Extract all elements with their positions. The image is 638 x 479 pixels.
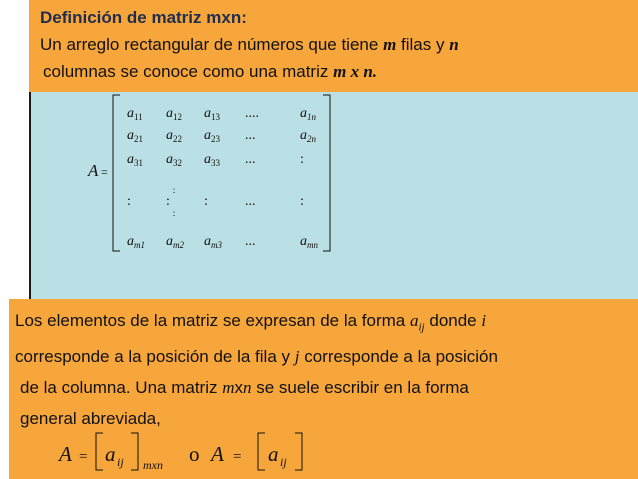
matrix-entry-base: .... bbox=[245, 106, 259, 121]
formula-element-1: a bbox=[105, 442, 116, 466]
explanation-line-3-text: de la columna. Una matriz bbox=[20, 378, 218, 397]
column-index-symbol: j bbox=[294, 347, 300, 366]
matrix-entry-1-4 bbox=[245, 106, 259, 121]
definition-title: Definición de matriz mxn: bbox=[40, 8, 247, 27]
matrix-entry-base: a bbox=[204, 106, 211, 121]
matrix-entry-5-5 bbox=[300, 234, 318, 250]
abbreviated-formula bbox=[0, 420, 638, 475]
matrix-entry-subscript: 13 bbox=[211, 112, 220, 122]
matrix-entry-base: ... bbox=[245, 234, 256, 249]
matrix-cells bbox=[127, 106, 318, 250]
matrix-entry-5-1 bbox=[127, 234, 145, 250]
matrix-entry-2-1 bbox=[127, 128, 143, 144]
matrix-entry-subscript: 12 bbox=[173, 112, 182, 122]
formula-element-1-subscript: ij bbox=[117, 455, 124, 469]
matrix-entry-5-2 bbox=[166, 234, 184, 250]
matrix-entry-4-3 bbox=[204, 194, 208, 209]
explanation-line-3 bbox=[20, 378, 469, 398]
matrix-entry-subscript: 1n bbox=[307, 112, 316, 122]
matrix-entry-base: : bbox=[204, 194, 208, 209]
explanation-line-4: general abreviada, bbox=[20, 409, 161, 428]
matrix-entry-2-2 bbox=[166, 128, 182, 144]
matrix-entry-base: a bbox=[166, 106, 173, 121]
explanation-line-3-rest: se suele escribir en la forma bbox=[256, 378, 469, 397]
matrix-entry-2-5 bbox=[300, 128, 317, 144]
definition-line-1-mid: filas y bbox=[401, 35, 445, 54]
left-bracket bbox=[113, 95, 120, 251]
formula-element-2: a bbox=[268, 442, 279, 466]
matrix-entry-base: : bbox=[300, 152, 304, 167]
dimension-m: m bbox=[222, 378, 235, 397]
row-index-symbol: i bbox=[481, 311, 487, 330]
formula-conjunction: o bbox=[189, 442, 200, 466]
matrix-entry-subscript: 23 bbox=[211, 134, 220, 144]
matrix-entry-3-4 bbox=[245, 152, 256, 167]
matrix-entry-3-2 bbox=[166, 152, 182, 168]
extra-vdots-upper: : bbox=[172, 185, 176, 195]
explanation-line-2 bbox=[15, 347, 498, 367]
matrix-entry-5-4 bbox=[245, 234, 256, 249]
matrix-entry-3-5 bbox=[300, 152, 304, 167]
matrix-entry-5-3 bbox=[204, 234, 222, 250]
matrix-entry-base: a bbox=[127, 234, 134, 249]
matrix-entry-4-4 bbox=[245, 194, 256, 209]
definition-line-1-text: Un arreglo rectangular de números que tiene bbox=[40, 35, 379, 54]
matrix-entry-base: a bbox=[300, 106, 307, 121]
matrix-entry-base: ... bbox=[245, 152, 256, 167]
matrix-entry-subscript: 31 bbox=[134, 158, 143, 168]
matrix-entry-subscript: 11 bbox=[134, 112, 143, 122]
matrix-entry-subscript: mn bbox=[307, 240, 318, 250]
columns-symbol: n bbox=[449, 35, 459, 54]
rows-symbol: m bbox=[383, 35, 397, 54]
formula-element-2-subscript: ij bbox=[280, 455, 287, 469]
dimension-n: n bbox=[243, 378, 252, 397]
formula-left-bracket-2 bbox=[258, 433, 265, 470]
matrix-entry-4-2 bbox=[166, 194, 170, 209]
matrix-entry-base: a bbox=[204, 234, 211, 249]
explanation-line-2-text: corresponde a la posición de la fila y bbox=[15, 347, 290, 366]
matrix-entry-subscript: 33 bbox=[211, 158, 220, 168]
matrix-entry-3-3 bbox=[204, 152, 221, 168]
matrix-entry-subscript: 32 bbox=[173, 158, 182, 168]
formula-left-bracket-1 bbox=[96, 433, 103, 470]
matrix-entry-3-1 bbox=[127, 152, 143, 168]
explanation-line-1-where: donde bbox=[429, 311, 477, 330]
formula-dimension-subscript: mxn bbox=[143, 458, 163, 472]
matrix-entry-base: a bbox=[204, 128, 211, 143]
matrix-entry-subscript: 22 bbox=[173, 134, 182, 144]
matrix-entry-base: : bbox=[300, 194, 304, 209]
extra-vdots-lower: : bbox=[172, 208, 176, 218]
formula-equals-2: = bbox=[233, 449, 242, 465]
matrix-entry-base: : bbox=[166, 194, 170, 209]
element-notation bbox=[410, 311, 425, 334]
matrix-entry-subscript: 2n bbox=[307, 134, 316, 144]
matrix-entry-subscript: m2 bbox=[173, 240, 184, 250]
explanation-line-1 bbox=[15, 311, 486, 333]
matrix-entry-subscript: 21 bbox=[134, 134, 143, 144]
matrix-entry-base: ... bbox=[245, 128, 256, 143]
formula-right-bracket-2 bbox=[295, 433, 302, 470]
explanation-line-1-text: Los elementos de la matriz se expresan de la forma bbox=[15, 311, 406, 330]
element-base: a bbox=[410, 311, 419, 330]
matrix-entry-1-3 bbox=[204, 106, 221, 122]
formula-lhs-1: A bbox=[59, 442, 72, 466]
matrix-entry-base: a bbox=[166, 234, 173, 249]
matrix-entry-subscript: m1 bbox=[134, 240, 145, 250]
formula-right-bracket-1 bbox=[131, 433, 138, 470]
matrix-equals: = bbox=[101, 165, 108, 179]
formula-equals-1: = bbox=[79, 449, 88, 465]
right-bracket bbox=[323, 95, 330, 251]
matrix-entry-1-2 bbox=[166, 106, 182, 122]
matrix-entry-base: a bbox=[127, 128, 134, 143]
matrix-entry-base: ... bbox=[245, 194, 256, 209]
matrix-entry-base: a bbox=[127, 106, 134, 121]
matrix-entry-base: a bbox=[300, 128, 307, 143]
matrix-entry-base: a bbox=[166, 128, 173, 143]
matrix-lhs: A bbox=[88, 161, 99, 180]
matrix-entry-subscript: m3 bbox=[211, 240, 222, 250]
matrix-entry-1-5 bbox=[300, 106, 317, 122]
matrix-entry-2-3 bbox=[204, 128, 221, 144]
matrix-entry-4-1 bbox=[127, 194, 131, 209]
matrix-entry-2-4 bbox=[245, 128, 256, 143]
dimension-x: x bbox=[234, 378, 243, 397]
matrix-entry-base: a bbox=[300, 234, 307, 249]
formula-lhs-2: A bbox=[211, 442, 224, 466]
matrix-entry-1-1 bbox=[127, 106, 143, 122]
explanation-line-2-rest: corresponde a la posición bbox=[304, 347, 498, 366]
matrix-entry-base: a bbox=[127, 152, 134, 167]
matrix-entry-base: : bbox=[127, 194, 131, 209]
matrix-entry-4-5 bbox=[300, 194, 304, 209]
element-subscript: ij bbox=[418, 321, 425, 334]
definition-line-2-text: columnas se conoce como una matriz bbox=[43, 62, 329, 81]
matrix-entry-base: a bbox=[204, 152, 211, 167]
matrix-dimension: m x n. bbox=[333, 62, 378, 81]
matrix-entry-base: a bbox=[166, 152, 173, 167]
